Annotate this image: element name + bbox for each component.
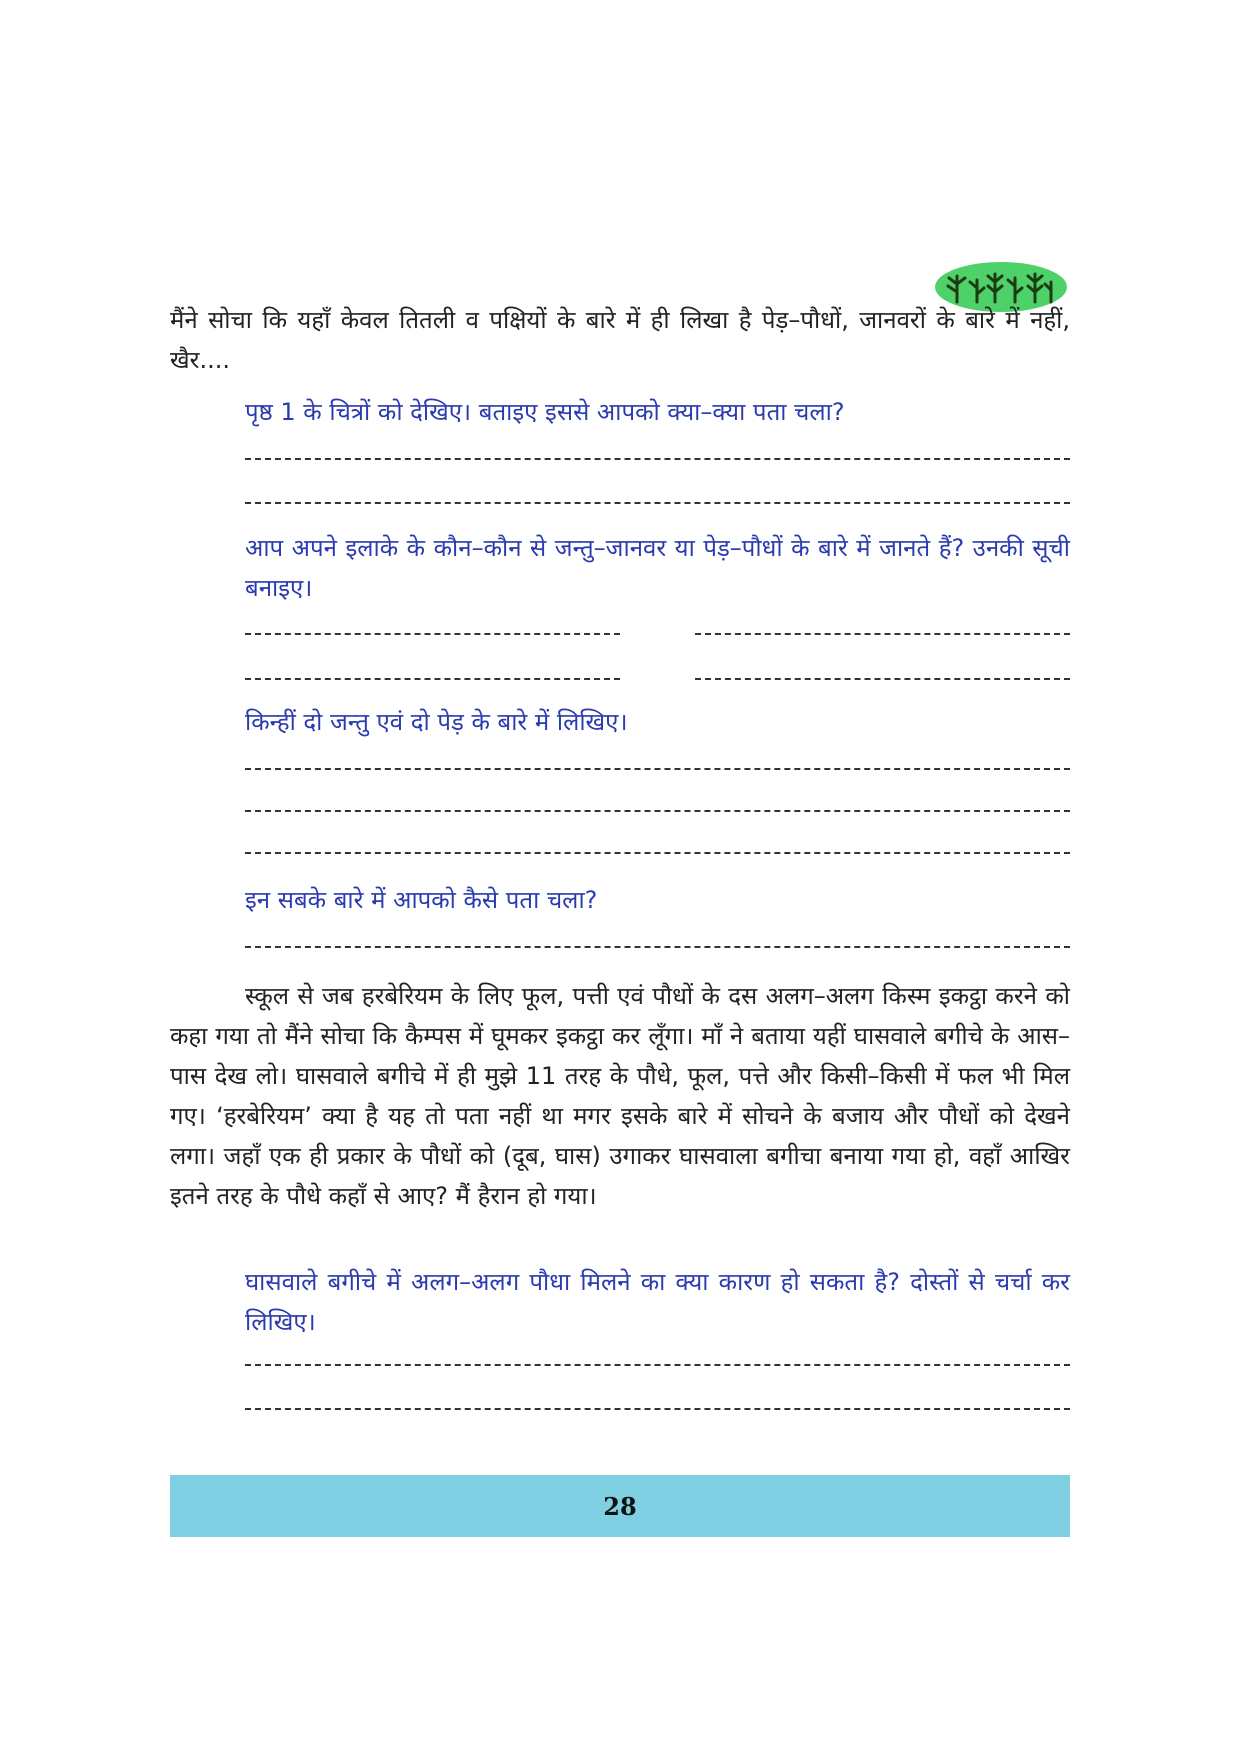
page-number: 28 bbox=[603, 1491, 637, 1521]
answer-line[interactable] bbox=[245, 1364, 1070, 1366]
answer-line[interactable] bbox=[245, 852, 1070, 854]
page bbox=[170, 0, 1070, 1754]
question-3: किन्हीं दो जन्तु एवं दो पेड़ के बारे में लिखिए। bbox=[245, 708, 628, 736]
question-5: घासवाले बगीचे में अलग–अलग पौधा मिलने का क्या कारण हो सकता है? दोस्तों से चर्चा कर लिखिए। bbox=[245, 1268, 1070, 1336]
answer-line[interactable] bbox=[245, 768, 1070, 770]
answer-line[interactable] bbox=[695, 678, 1070, 680]
question-4: इन सबके बारे में आपको कैसे पता चला? bbox=[245, 886, 598, 914]
intro-paragraph: मैंने सोचा कि यहाँ केवल तितली व पक्षियों के बारे में ही लिखा है पेड़–पौधों, जानवरों के बारे में नहीं, खैर.... bbox=[170, 306, 1070, 374]
question-2: आप अपने इलाके के कौन–कौन से जन्तु–जानवर या पेड़–पौधों के बारे में जानते हैं? उनकी सूची बनाइए। bbox=[245, 534, 1070, 602]
page-footer bbox=[170, 1475, 1070, 1537]
answer-line[interactable] bbox=[245, 678, 620, 680]
answer-line[interactable] bbox=[245, 502, 1070, 504]
story-paragraph: स्कूल से जब हरबेरियम के लिए फूल, पत्ती एवं पौधों के दस अलग–अलग किस्म इकट्ठा करने को कहा गया तो मैंने सोचा कि कैम्पस में घूमकर इकट्ठा कर लूँगा। माँ ने बताया यहीं घासवाले बगीचे के आस–पास देख लो। घासवाले बगीचे में ही मुझे 11 तरह के पौधे, फूल, पत्ते और किसी–किसी में फल भी मिल गए। ‘हरबेरियम’ क्या है यह तो पता नहीं था मगर इसके बारे में सोचने के बजाय और पौधों को देखने लगा। जहाँ एक ही प्रकार के पौधों को (दूब, घास) उगाकर घासवाला बगीचा बनाया गया हो, वहाँ आखिर इतने तरह के पौधे कहाँ से आए? मैं हैरान हो गया। bbox=[170, 982, 1070, 1210]
answer-line[interactable] bbox=[245, 946, 1070, 948]
question-1: पृष्ठ 1 के चित्रों को देखिए। बताइए इससे आपको क्या–क्या पता चला? bbox=[245, 398, 845, 426]
answer-line[interactable] bbox=[245, 633, 620, 635]
answer-line[interactable] bbox=[245, 1408, 1070, 1410]
answer-line[interactable] bbox=[245, 458, 1070, 460]
answer-line[interactable] bbox=[245, 810, 1070, 812]
answer-line[interactable] bbox=[695, 633, 1070, 635]
